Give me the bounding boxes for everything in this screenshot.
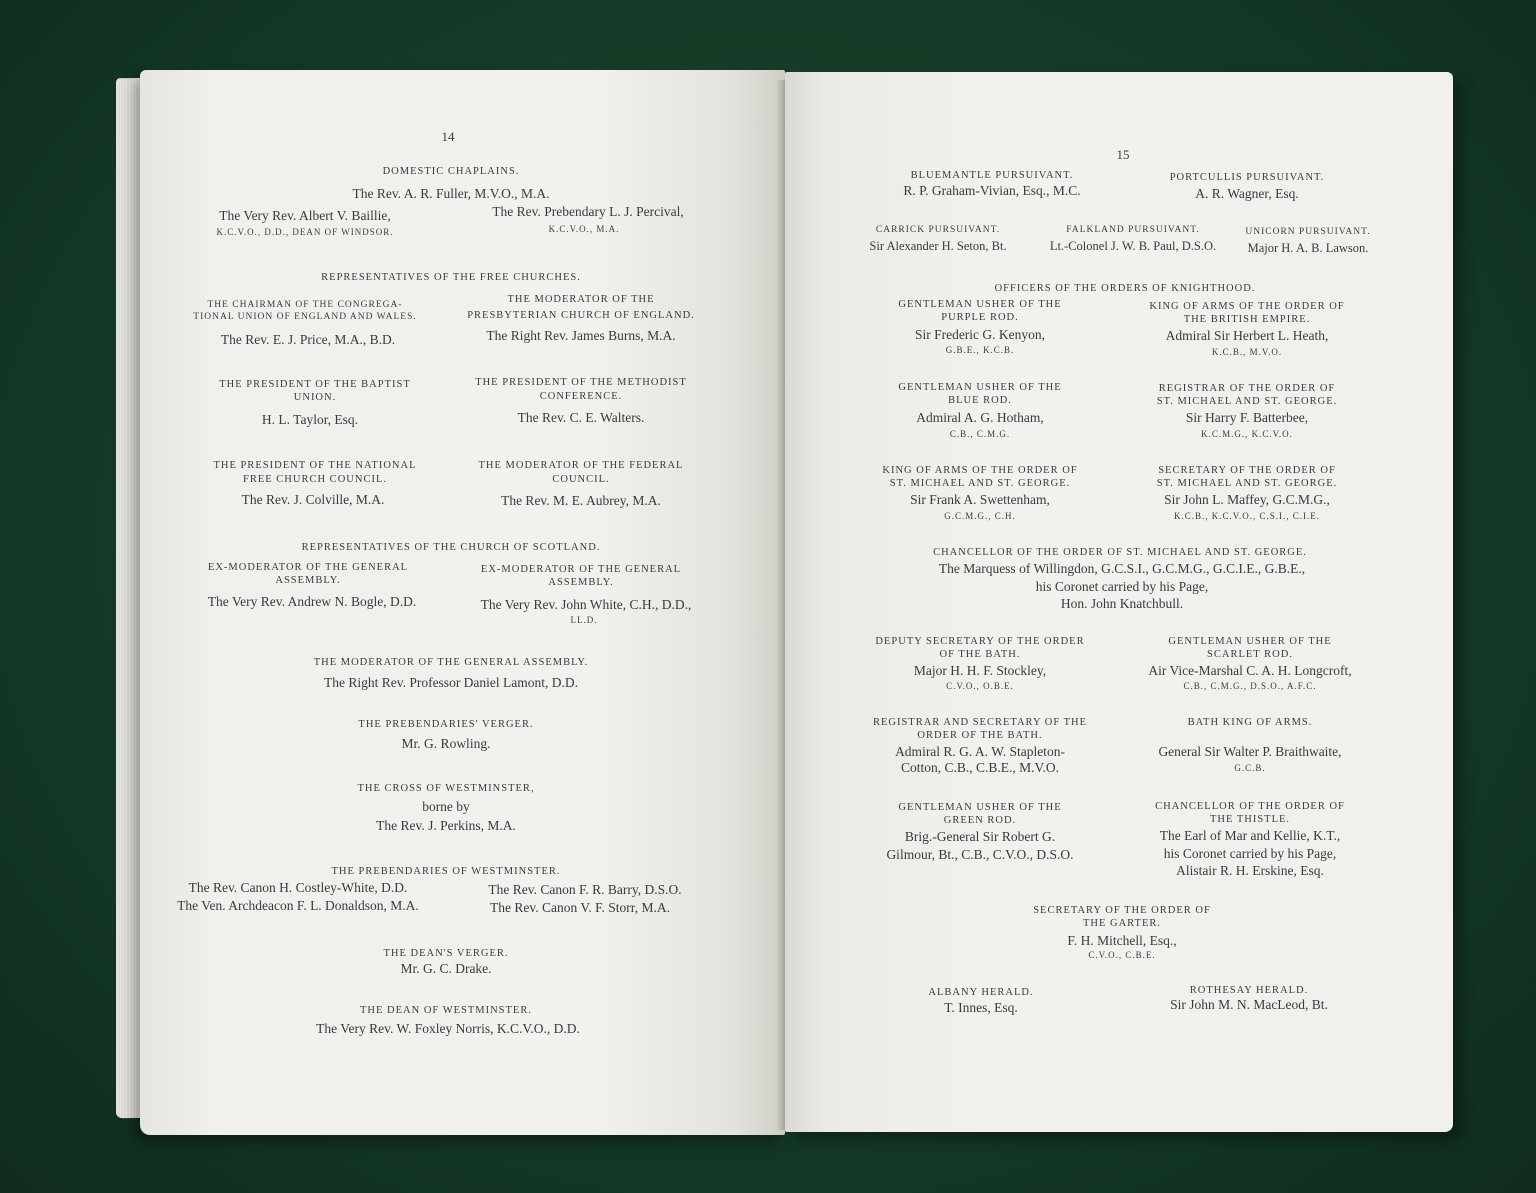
name-line: The Rev. M. E. Aubrey, M.A. [501, 493, 661, 508]
name-line: The Rev. C. E. Walters. [517, 410, 645, 425]
name-line: The Very Rev. Albert V. Baillie, [219, 208, 391, 223]
role-heading: COUNCIL. [552, 474, 610, 485]
page-number: 15 [1116, 147, 1130, 162]
name-line: The Earl of Mar and Kellie, K.T., [1159, 828, 1341, 843]
name-line: Lt.-Colonel J. W. B. Paul, D.S.O. [1049, 239, 1217, 253]
titles-line: G.C.B. [1234, 763, 1266, 773]
name-line: H. L. Taylor, Esq. [261, 412, 359, 427]
section-heading: REPRESENTATIVES OF THE CHURCH OF SCOTLAND. [301, 542, 601, 553]
name-line: Gilmour, Bt., C.B., C.V.O., D.S.O. [886, 847, 1074, 862]
name-line: his Coronet carried by his Page, [1163, 846, 1337, 861]
name-line: F. H. Mitchell, Esq., [1067, 933, 1177, 948]
name-line: T. Innes, Esq. [944, 1000, 1018, 1015]
role-heading: BATH KING OF ARMS. [1187, 717, 1313, 728]
section-heading: THE DEAN'S VERGER. [383, 948, 509, 959]
name-line: Sir Frank A. Swettenham, [910, 492, 1050, 507]
name-line: Cotton, C.B., C.B.E., M.V.O. [900, 760, 1060, 775]
role-heading: PURPLE ROD. [941, 312, 1019, 323]
titles-line: C.B., C.M.G. [949, 429, 1011, 439]
role-heading: EX-MODERATOR OF THE GENERAL [207, 562, 409, 573]
role-heading: FALKLAND PURSUIVANT. [1066, 225, 1200, 235]
role-heading: SECRETARY OF THE ORDER OF [1158, 465, 1336, 476]
name-line: Brig.-General Sir Robert G. [904, 829, 1056, 844]
titles-line: C.V.O., O.B.E. [946, 681, 1014, 691]
role-heading: REGISTRAR AND SECRETARY OF THE [872, 717, 1088, 728]
role-heading: UNION. [293, 392, 337, 403]
role-heading: PORTCULLIS PURSUIVANT. [1169, 172, 1325, 183]
titles-line: K.C.M.G., K.C.V.O. [1201, 429, 1293, 439]
role-heading: ASSEMBLY. [548, 577, 614, 588]
role-heading: GREEN ROD. [943, 815, 1017, 826]
titles-line: K.C.B., M.V.O. [1211, 347, 1283, 357]
role-heading: BLUEMANTLE PURSUIVANT. [910, 170, 1074, 181]
role-heading: REGISTRAR OF THE ORDER OF [1158, 383, 1336, 394]
role-heading: BLUE ROD. [948, 395, 1012, 406]
name-line: The Rev. A. R. Fuller, M.V.O., M.A. [352, 186, 550, 201]
role-heading: SECRETARY OF THE ORDER OF [1033, 905, 1211, 916]
name-line: Admiral A. G. Hotham, [916, 410, 1044, 425]
role-heading: THE PRESIDENT OF THE METHODIST [475, 377, 687, 388]
name-line: Sir Alexander H. Seton, Bt. [869, 239, 1007, 253]
role-heading: KING OF ARMS OF THE ORDER OF [882, 465, 1078, 476]
text-line: borne by [422, 799, 470, 814]
role-heading: THE THISTLE. [1209, 814, 1291, 825]
name-line: Admiral Sir Herbert L. Heath, [1165, 328, 1329, 343]
role-heading: THE MODERATOR OF THE FEDERAL [478, 460, 684, 471]
name-line: Hon. John Knatchbull. [1060, 596, 1184, 611]
name-line: The Right Rev. James Burns, M.A. [486, 328, 676, 343]
name-line: Major H. H. F. Stockley, [913, 663, 1047, 678]
role-heading: THE BRITISH EMPIRE. [1183, 314, 1311, 325]
titles-line: C.B., C.M.G., D.S.O., A.F.C. [1183, 681, 1317, 691]
role-heading: GENTLEMAN USHER OF THE [898, 299, 1062, 310]
role-heading: FREE CHURCH COUNCIL. [243, 474, 387, 485]
section-heading: CHANCELLOR OF THE ORDER OF ST. MICHAEL AND ST. GEORGE. [933, 547, 1307, 558]
role-heading: ST. MICHAEL AND ST. GEORGE. [1156, 478, 1338, 489]
name-line: his Coronet carried by his Page, [1035, 579, 1209, 594]
name-line: Sir John L. Maffey, G.C.M.G., [1164, 492, 1330, 507]
role-heading: ST. MICHAEL AND ST. GEORGE. [1156, 396, 1338, 407]
titles-line: G.C.M.G., C.H. [944, 511, 1016, 521]
role-heading: THE CHAIRMAN OF THE CONGREGA- [207, 300, 403, 310]
role-heading: UNICORN PURSUIVANT. [1245, 227, 1371, 237]
name-line: Mr. G. C. Drake. [400, 961, 492, 976]
name-line: Admiral R. G. A. W. Stapleton- [895, 744, 1065, 759]
name-line: A. R. Wagner, Esq. [1195, 186, 1299, 201]
titles-line: C.V.O., C.B.E. [1088, 950, 1156, 960]
role-heading: CARRICK PURSUIVANT. [875, 225, 1001, 235]
name-line: The Very Rev. Andrew N. Bogle, D.D. [207, 594, 417, 609]
name-line: The Rev. E. J. Price, M.A., B.D. [220, 332, 396, 347]
role-heading: THE PRESIDENT OF THE BAPTIST [219, 379, 411, 390]
role-heading: CONFERENCE. [539, 391, 623, 402]
section-heading: DOMESTIC CHAPLAINS. [382, 166, 520, 177]
role-heading: KING OF ARMS OF THE ORDER OF [1149, 301, 1345, 312]
section-heading: REPRESENTATIVES OF THE FREE CHURCHES. [321, 272, 581, 283]
name-line: Major H. A. B. Lawson. [1247, 241, 1369, 255]
name-line: The Rev. Canon V. F. Storr, M.A. [489, 900, 671, 915]
left-page [140, 70, 785, 1135]
titles-line: K.C.V.O., D.D., DEAN OF WINDSOR. [216, 227, 394, 237]
titles-line: K.C.B., K.C.V.O., C.S.I., C.I.E. [1173, 511, 1321, 521]
role-heading: ST. MICHAEL AND ST. GEORGE. [889, 478, 1071, 489]
name-line: General Sir Walter P. Braithwaite, [1158, 744, 1342, 759]
name-line: The Rev. J. Perkins, M.A. [376, 818, 516, 833]
role-heading: GENTLEMAN USHER OF THE [898, 802, 1062, 813]
role-heading: THE MODERATOR OF THE [507, 294, 655, 305]
role-heading: ROTHESAY HERALD. [1189, 985, 1309, 996]
name-line: Alistair R. H. Erskine, Esq. [1176, 863, 1324, 878]
name-line: The Marquess of Willingdon, G.C.S.I., G.C.M.G., G.C.I.E., G.B.E., [938, 561, 1306, 576]
section-heading: OFFICERS OF THE ORDERS OF KNIGHTHOOD. [994, 283, 1256, 294]
page-number: 14 [441, 129, 455, 144]
role-heading: DEPUTY SECRETARY OF THE ORDER [875, 636, 1085, 647]
role-heading: CHANCELLOR OF THE ORDER OF [1155, 801, 1345, 812]
name-line: The Very Rev. W. Foxley Norris, K.C.V.O., D.D. [316, 1021, 580, 1036]
name-line: The Rev. Prebendary L. J. Percival, [492, 204, 684, 219]
name-line: Air Vice-Marshal C. A. H. Longcroft, [1148, 663, 1352, 678]
section-heading: THE PREBENDARIES OF WESTMINSTER. [331, 866, 561, 877]
role-heading: ALBANY HERALD. [928, 987, 1034, 998]
name-line: Mr. G. Rowling. [401, 736, 491, 751]
name-line: Sir Harry F. Batterbee, [1185, 410, 1309, 425]
section-heading: THE DEAN OF WESTMINSTER. [360, 1005, 532, 1016]
role-heading: GENTLEMAN USHER OF THE [898, 382, 1062, 393]
role-heading: GENTLEMAN USHER OF THE [1168, 636, 1332, 647]
role-heading: ORDER OF THE BATH. [917, 730, 1043, 741]
name-line: The Rev. Canon F. R. Barry, D.S.O. [488, 882, 682, 897]
section-heading: THE PREBENDARIES' VERGER. [358, 719, 534, 730]
titles-line: LL.D. [570, 615, 598, 625]
role-heading: OF THE BATH. [939, 649, 1021, 660]
role-heading: TIONAL UNION OF ENGLAND AND WALES. [193, 312, 417, 322]
name-line: The Rev. Canon H. Costley-White, D.D. [188, 880, 408, 895]
name-line: The Right Rev. Professor Daniel Lamont, D.D. [323, 675, 579, 690]
name-line: Sir John M. N. MacLeod, Bt. [1170, 997, 1328, 1012]
right-page [785, 72, 1453, 1132]
section-heading: THE MODERATOR OF THE GENERAL ASSEMBLY. [313, 657, 589, 668]
name-line: The Very Rev. John White, C.H., D.D., [480, 597, 692, 612]
name-line: The Rev. J. Colville, M.A. [241, 492, 385, 507]
name-line: Sir Frederic G. Kenyon, [914, 327, 1046, 342]
titles-line: K.C.V.O., M.A. [548, 224, 620, 234]
role-heading: SCARLET ROD. [1207, 649, 1293, 660]
role-heading: THE GARTER. [1082, 918, 1162, 929]
titles-line: G.B.E., K.C.B. [945, 345, 1015, 355]
role-heading: EX-MODERATOR OF THE GENERAL [480, 564, 682, 575]
role-heading: ASSEMBLY. [275, 575, 341, 586]
role-heading: PRESBYTERIAN CHURCH OF ENGLAND. [467, 310, 695, 321]
name-line: R. P. Graham-Vivian, Esq., M.C. [903, 183, 1081, 198]
name-line: The Ven. Archdeacon F. L. Donaldson, M.A. [177, 898, 419, 913]
section-heading: THE CROSS OF WESTMINSTER, [357, 783, 535, 794]
role-heading: THE PRESIDENT OF THE NATIONAL [213, 460, 417, 471]
